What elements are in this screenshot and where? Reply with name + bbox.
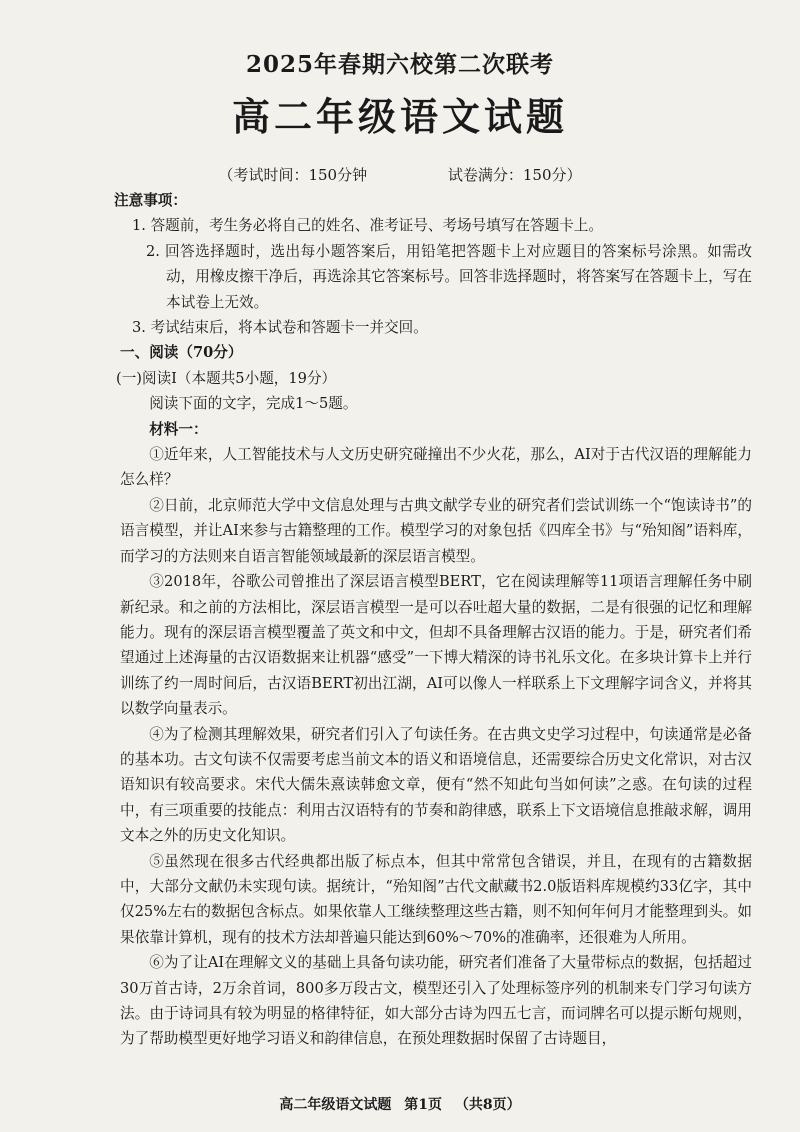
note-item-1: 1. 答题前，考生务必将自己的姓名、准考证号、考场号填写在答题卡上。: [132, 217, 603, 235]
exam-score: 试卷满分：150分）: [447, 166, 582, 184]
section-part1: 一、阅读（70分）: [120, 344, 243, 362]
paragraph-1: ①近年来，人工智能技术与人文历史研究碰撞出不少火花，那么，AI对于古代汉语的理解能力怎么样？: [120, 446, 752, 489]
paragraph-6: ⑥为了让AI在理解文义的基础上具备句读功能，研究者们准备了大量带标点的数据，包括超过30万首古诗，2万余首词，800多万段古文，模型还引入了处理标签序列的机制来专门学习句读方法。由于诗词具有较为明显的格律特征，如大部分古诗为四五七言，而词牌名可以提示断句规则，为了帮助模型更好地学习语义和韵律信息，在预处理数据时保留了古诗题目，: [120, 954, 752, 1048]
paragraph-4: ④为了检测其理解效果，研究者们引入了句读任务。在古典文史学习过程中，句读通常是必备的基本功。古文句读不仅需要考虑当前文本的语义和语境信息，还需要综合历史文化常识，对古汉语知识有较高要求。宋代大儒朱熹读韩愈文章，便有“然不知此句当如何读”之惑。在句读的过程中，有三项重要的技能点：利用古汉语特有的节奏和韵律感，联系上下文语境信息推敲求解，调用文本之外的历史文化知识。: [120, 725, 752, 845]
exam-content: [114, 188, 752, 1052]
page-footer: [0, 1094, 800, 1114]
footer-course: 高二年级语文试题: [279, 1097, 392, 1113]
section-reading-1: (一)阅读Ⅰ（本题共5小题，19分）: [116, 369, 337, 387]
note-item-2: 2. 回答选择题时，选出每小题答案后，用铅笔把答题卡上对应题目的答案标号涂黑。如需改动，用橡皮擦干净后，再选涂其它答案标号。回答非选择题时，将答案写在答题卡上，写在本试卷上无效。: [146, 242, 752, 311]
footer-total: （共8页）: [454, 1097, 521, 1113]
exam-title: 高二年级语文试题: [231, 94, 568, 139]
paragraph-5: ⑤虽然现在很多古代经典都出版了标点本，但其中常常包含错误，并且，在现有的古籍数据中，大部分文献仍未实现句读。据统计，“殆知阁”古代文献藏书2.0版语料库规模约33亿字，其中仅25%左右的数据包含标点。如果依靠人工继续整理这些古籍，则不知何年何月才能整理到头。如果依靠计算机，现有的技术方法却普遍只能达到60%～70%的准确率，还很难为人所用。: [120, 852, 752, 946]
reading-instruction: 阅读下面的文字，完成1～5题。: [149, 395, 358, 413]
exam-subtitle: 2025年春期六校第二次联考: [245, 51, 554, 78]
exam-time: （考试时间：150分钟: [218, 166, 368, 184]
exam-info: [0, 164, 800, 185]
note-item-3: 3. 考试结束后，将本试卷和答题卡一并交回。: [132, 319, 428, 337]
paragraph-2: ②日前，北京师范大学中文信息处理与古典文献学专业的研究者们尝试训练一个“饱读诗书”的语言模型，并让AI来参与古籍整理的工作。模型学习的对象包括《四库全书》与“殆知阁”语料库，而学习的方法则来自语言智能领域最新的深层语言模型。: [120, 496, 752, 565]
paragraph-3: ③2018年，谷歌公司曾推出了深层语言模型BERT，它在阅读理解等11项语言理解任务中刷新纪录。和之前的方法相比，深层语言模型一是可以吞吐超大量的数据，二是有很强的记忆和理解能力。现有的深层语言模型覆盖了英文和中文，但却不具备理解古汉语的能力。于是，研究者们希望通过上述海量的古汉语数据来让机器“感受”一下博大精深的诗书礼乐文化。在多块计算卡上并行训练了约一周时间后，古汉语BERT初出江湖，AI可以像人一样联系上下文理解字词含义，并将其以数学向量表示。: [120, 573, 752, 718]
footer-page: 第1页: [404, 1097, 442, 1113]
notes-heading: 注意事项：: [114, 192, 187, 209]
material-label: 材料一：: [149, 420, 208, 438]
